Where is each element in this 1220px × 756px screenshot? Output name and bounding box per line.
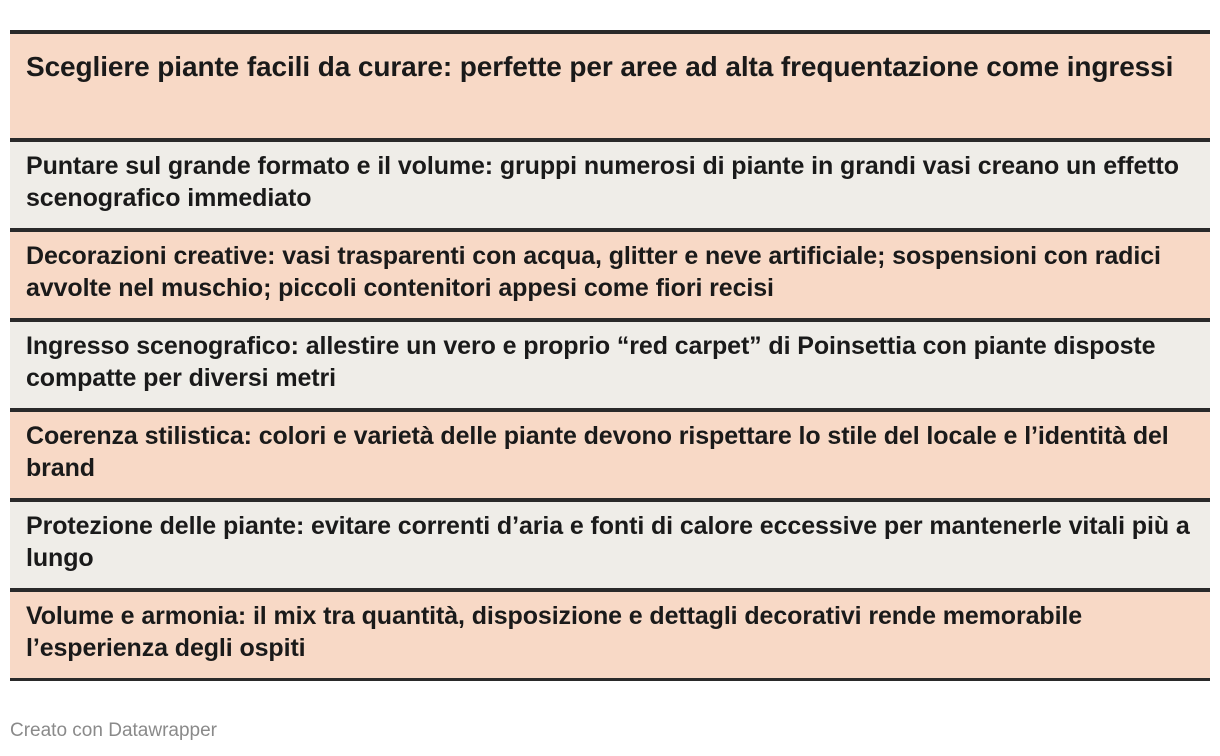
tips-table [10,30,1210,681]
table-row: Volume e armonia: il mix tra quantità, disposizione e dettagli decorativi rende memorabile l’esperienza degli ospiti [10,588,1210,678]
table-row: Protezione delle piante: evitare correnti d’aria e fonti di calore eccessive per mantenerle vitali più a lungo [10,498,1210,588]
table-row: Decorazioni creative: vasi trasparenti con acqua, glitter e neve artificiale; sospensioni con radici avvolte nel muschio; piccoli contenitori appesi come fiori recisi [10,228,1210,318]
table-row: Ingresso scenografico: allestire un vero e proprio “red carpet” di Poinsettia con piante disposte compatte per diversi metri [10,318,1210,408]
table-row: Puntare sul grande formato e il volume: gruppi numerosi di piante in grandi vasi creano un effetto scenografico immediato [10,138,1210,228]
table-row: Coerenza stilistica: colori e varietà delle piante devono rispettare lo stile del locale e l’identità del brand [10,408,1210,498]
table-row: Scegliere piante facili da curare: perfette per aree ad alta frequentazione come ingressi [10,34,1210,138]
footer-credit: Creato con Datawrapper [10,720,217,741]
